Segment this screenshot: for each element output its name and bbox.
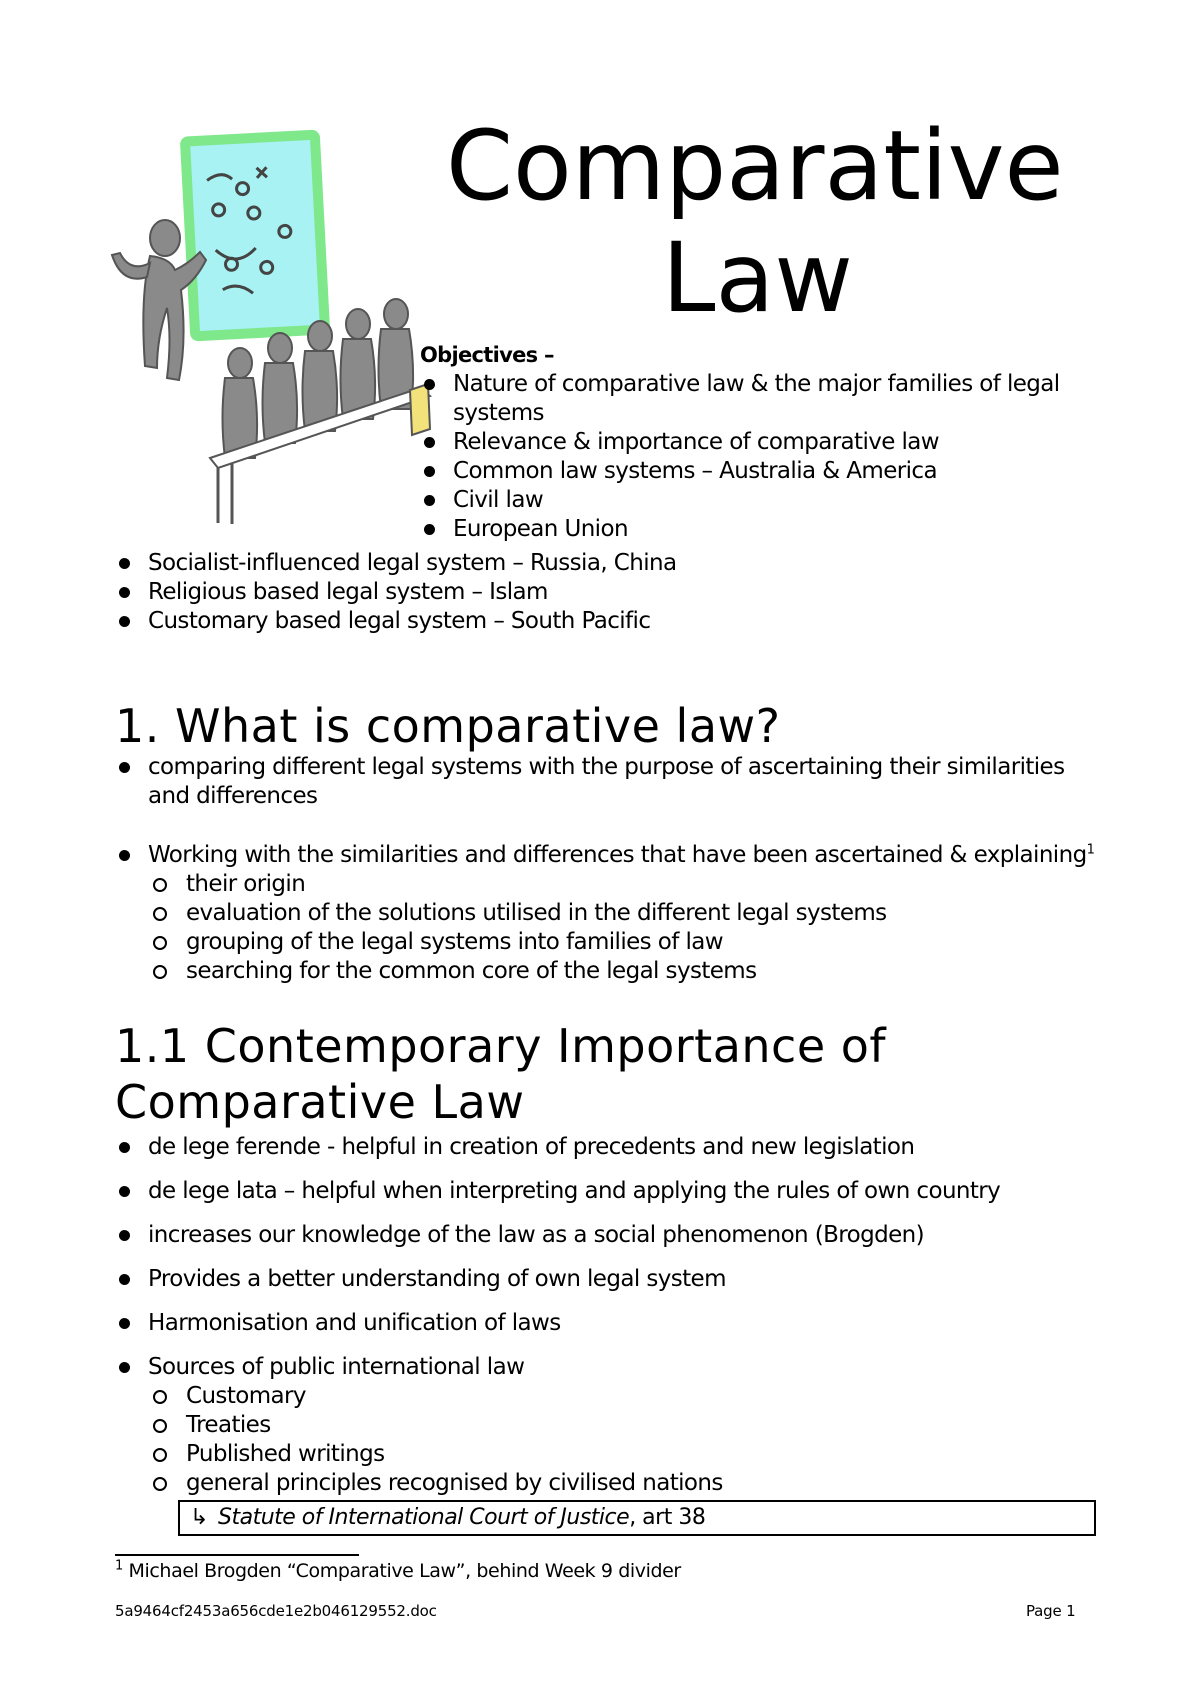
list-item: Customary based legal system – South Pacific xyxy=(115,607,1095,636)
list-item: general principles recognised by civilised nations xyxy=(150,1469,1090,1498)
footnote-separator xyxy=(115,1554,359,1556)
statute-reference-box xyxy=(178,1500,1096,1536)
list-item: increases our knowledge of the law as a social phenomenon (Brogden) xyxy=(115,1221,1095,1250)
hollow-bullet-icon xyxy=(153,1390,167,1404)
list-item: European Union xyxy=(420,515,1080,544)
list-item: Relevance & importance of comparative law xyxy=(420,428,1080,457)
footer-filename: 5a9464cf2453a656cde1e2b046129552.doc xyxy=(115,1602,437,1620)
bullet-icon xyxy=(424,379,435,390)
footnote-text: Michael Brogden “Comparative Law”, behind Week 9 divider xyxy=(128,1560,681,1582)
section-1-list-2 xyxy=(115,841,1095,870)
footer-page-number: Page 1 xyxy=(1026,1602,1076,1620)
footnote-number: 1 xyxy=(115,1558,123,1574)
list-item: Civil law xyxy=(420,486,1080,515)
hollow-bullet-icon xyxy=(153,1477,167,1491)
hollow-bullet-icon xyxy=(153,965,167,979)
objectives-label: Objectives – xyxy=(420,343,554,367)
bullet-icon xyxy=(119,1274,130,1285)
objectives-list-continued xyxy=(115,549,1095,636)
document-title-line-2: Law xyxy=(662,222,853,334)
bullet-icon xyxy=(119,762,130,773)
list-item: Harmonisation and unification of laws xyxy=(115,1309,1095,1338)
list-item: Sources of public international law xyxy=(115,1353,1095,1382)
bullet-icon xyxy=(424,437,435,448)
list-item: Religious based legal system – Islam xyxy=(115,578,1095,607)
hollow-bullet-icon xyxy=(153,936,167,950)
bullet-icon xyxy=(119,1186,130,1197)
list-item: de lege ferende - helpful in creation of precedents and new legislation xyxy=(115,1133,1095,1162)
list-item: Customary xyxy=(150,1382,1090,1411)
section-1-1-heading-line-1: 1.1 Contemporary Importance of xyxy=(115,1019,887,1073)
hollow-bullet-icon xyxy=(153,878,167,892)
hollow-bullet-icon xyxy=(153,1448,167,1462)
list-item: Nature of comparative law & the major families of legal systems xyxy=(420,370,1080,428)
list-item: Treaties xyxy=(150,1411,1090,1440)
statute-article: , art 38 xyxy=(629,1505,706,1530)
statute-title: Statute of International Court of Justice xyxy=(218,1505,630,1530)
hollow-bullet-icon xyxy=(153,907,167,921)
bullet-icon xyxy=(119,1142,130,1153)
bullet-icon xyxy=(424,495,435,506)
bullet-icon xyxy=(119,558,130,569)
list-item: de lege lata – helpful when interpreting and applying the rules of own country xyxy=(115,1177,1095,1206)
sources-sublist xyxy=(150,1382,1090,1498)
list-item: Provides a better understanding of own legal system xyxy=(115,1265,1095,1294)
section-1-sublist xyxy=(150,870,1090,986)
hollow-bullet-icon xyxy=(153,1419,167,1433)
list-item: Common law systems – Australia & America xyxy=(420,457,1080,486)
bullet-icon xyxy=(424,524,435,535)
list-item: grouping of the legal systems into families of law xyxy=(150,928,1090,957)
bullet-icon xyxy=(119,616,130,627)
objectives-list xyxy=(420,370,1080,544)
classroom-clipart xyxy=(110,128,440,538)
list-item: Published writings xyxy=(150,1440,1090,1469)
section-1-1-heading-line-2: Comparative Law xyxy=(115,1075,525,1129)
list-item: evaluation of the solutions utilised in the different legal systems xyxy=(150,899,1090,928)
return-arrow-icon: ↳ xyxy=(190,1505,208,1530)
list-item: Socialist-influenced legal system – Russia, China xyxy=(115,549,1095,578)
list-item: their origin xyxy=(150,870,1090,899)
bullet-icon xyxy=(119,1362,130,1373)
list-item: comparing different legal systems with the purpose of ascertaining their similarities and differences xyxy=(115,753,1095,811)
bullet-icon xyxy=(119,587,130,598)
list-item: Working with the similarities and differences that have been ascertained & explaining$^1$ xyxy=(115,841,1095,870)
list-item: searching for the common core of the legal systems xyxy=(150,957,1090,986)
document-title-line-1: Comparative xyxy=(446,110,1064,222)
bullet-icon xyxy=(424,466,435,477)
section-1-heading: 1. What is comparative law? xyxy=(115,699,781,753)
footnote-reference[interactable]: 1 xyxy=(1086,842,1095,858)
bullet-icon xyxy=(119,1318,130,1329)
bullet-icon xyxy=(119,850,130,861)
bullet-icon xyxy=(119,1230,130,1241)
footnote xyxy=(115,1560,681,1582)
section-1-list xyxy=(115,753,1095,811)
